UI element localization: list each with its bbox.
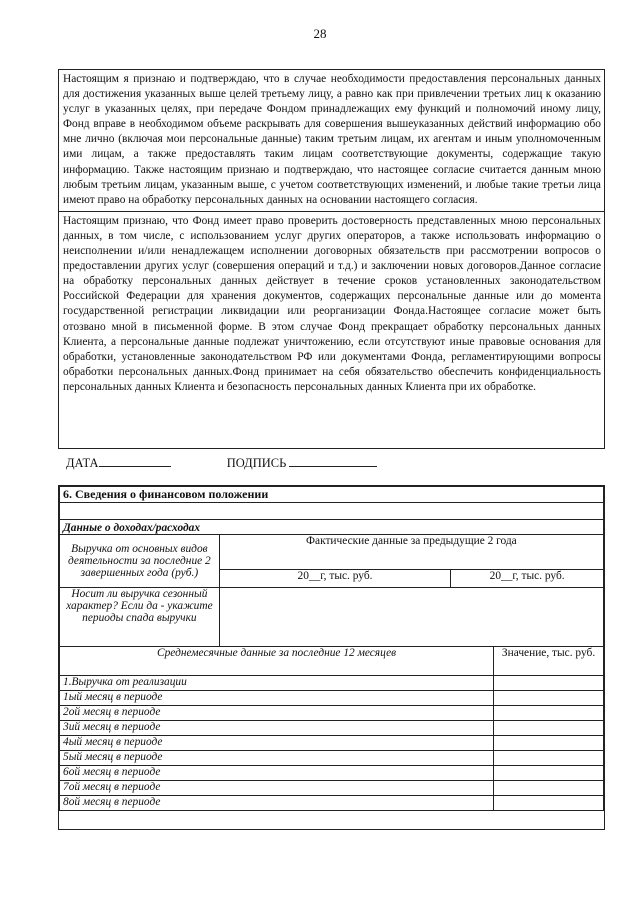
seasonal-answer-field[interactable] xyxy=(219,588,603,647)
actual-data-header: Фактические данные за предыдущие 2 года xyxy=(219,535,603,570)
monthly-header: Среднемесячные данные за последние 12 месяцев xyxy=(60,647,494,676)
page-number: 28 xyxy=(313,26,327,41)
blank-row xyxy=(60,503,604,520)
date-label: ДАТА xyxy=(66,456,99,470)
financial-section xyxy=(58,485,605,830)
financial-table xyxy=(59,486,604,811)
section-title: 6. Сведения о финансовом положении xyxy=(60,487,604,503)
monthly-row-label: 7ой месяц в периоде xyxy=(60,781,494,796)
monthly-row-label: 5ый месяц в периоде xyxy=(60,751,494,766)
monthly-value-field[interactable] xyxy=(494,676,604,691)
monthly-value-field[interactable] xyxy=(494,691,604,706)
income-title: Данные о доходах/расходах xyxy=(60,520,604,535)
monthly-row-label: 2ой месяц в периоде xyxy=(60,706,494,721)
consent-block xyxy=(58,69,605,449)
monthly-value-field[interactable] xyxy=(494,781,604,796)
consent-paragraph-2: Настоящим признаю, что Фонд имеет право проверить достоверность представленных мною персональных данных, в том числе, с использованием услуг других операторов, а также использовать информацию о неисполнении и/или ненадлежащем исполнении договорных обязательств при рассмотрении вопросов о предоставлении других услуг (совершения операций и т.д.) и заключении новых договоров.Данное согласие на обработку персональных данных действует в течение сроков установленных законодательством Российской Федерации для хранения документов, содержащих персональные данные или до момента государственной регистрации ликвидации или реорганизации Фонда.Настоящее согласие может быть отозвано мной в письменной форме. В этом случае Фонд прекращает обработку персональных данных Клиента, а персональные данные подлежат уничтожению, если отсутствуют иные правовые основания для обработки, установленные законодательством РФ или документами Фонда, регламентирующими вопросы обработки персональных данных.Фонд принимает на себя обязательство обеспечить конфиденциальность персональных данных Клиента и безопасность персональных данных Клиента при их обработке. xyxy=(59,211,604,398)
monthly-value-field[interactable] xyxy=(494,706,604,721)
monthly-value-field[interactable] xyxy=(494,766,604,781)
monthly-row-label: 4ый месяц в периоде xyxy=(60,736,494,751)
seasonal-question: Носит ли выручка сезонный характер? Если да - укажите периоды спада выручки xyxy=(60,588,220,647)
consent-paragraph-1: Настоящим я признаю и подтверждаю, что в случае необходимости предоставления персональных данных для достижения указанных выше целей третьему лицу, а равно как при привлечении третьих лиц к оказанию услуг в указанных целях, при передаче Фондом принадлежащих ему функций и полномочий иному лицу, Фонд вправе в необходимом объеме раскрывать для совершения вышеуказанных действий информацию обо мне лично (включая мои персональные данные) таким третьим лицам, их агентам и иным уполномоченным ими лицам, а также предоставлять таким лицам соответствующие документы, содержащие такую информацию. Также настоящим признаю и подтверждаю, что настоящее согласие считается данным мною любым третьим лицам, указанным выше, с учетом соответствующих изменений, и любые такие третьи лица имеют право на обработку персональных данных на основании настоящего согласия. xyxy=(63,73,601,206)
monthly-row-label: 1ый месяц в периоде xyxy=(60,691,494,706)
monthly-value-field[interactable] xyxy=(494,736,604,751)
value-header: Значение, тыс. руб. xyxy=(494,647,604,676)
signature-row xyxy=(66,455,377,471)
monthly-row-label: 1.Выручка от реализации xyxy=(60,676,494,691)
monthly-value-field[interactable] xyxy=(494,796,604,811)
year-column-2[interactable]: 20__г, тыс. руб. xyxy=(451,569,604,587)
date-field[interactable] xyxy=(99,455,171,467)
monthly-value-field[interactable] xyxy=(494,721,604,736)
monthly-row-label: 3ий месяц в периоде xyxy=(60,721,494,736)
signature-spacer xyxy=(59,398,604,448)
signature-label: ПОДПИСЬ xyxy=(226,456,287,470)
signature-field[interactable] xyxy=(289,455,377,467)
monthly-row-label: 6ой месяц в периоде xyxy=(60,766,494,781)
year-column-1[interactable]: 20__г, тыс. руб. xyxy=(219,569,450,587)
monthly-row-label: 8ой месяц в периоде xyxy=(60,796,494,811)
monthly-value-field[interactable] xyxy=(494,751,604,766)
revenue-label: Выручка от основных видов деятельности за последние 2 завершенных года (руб.) xyxy=(60,535,220,588)
